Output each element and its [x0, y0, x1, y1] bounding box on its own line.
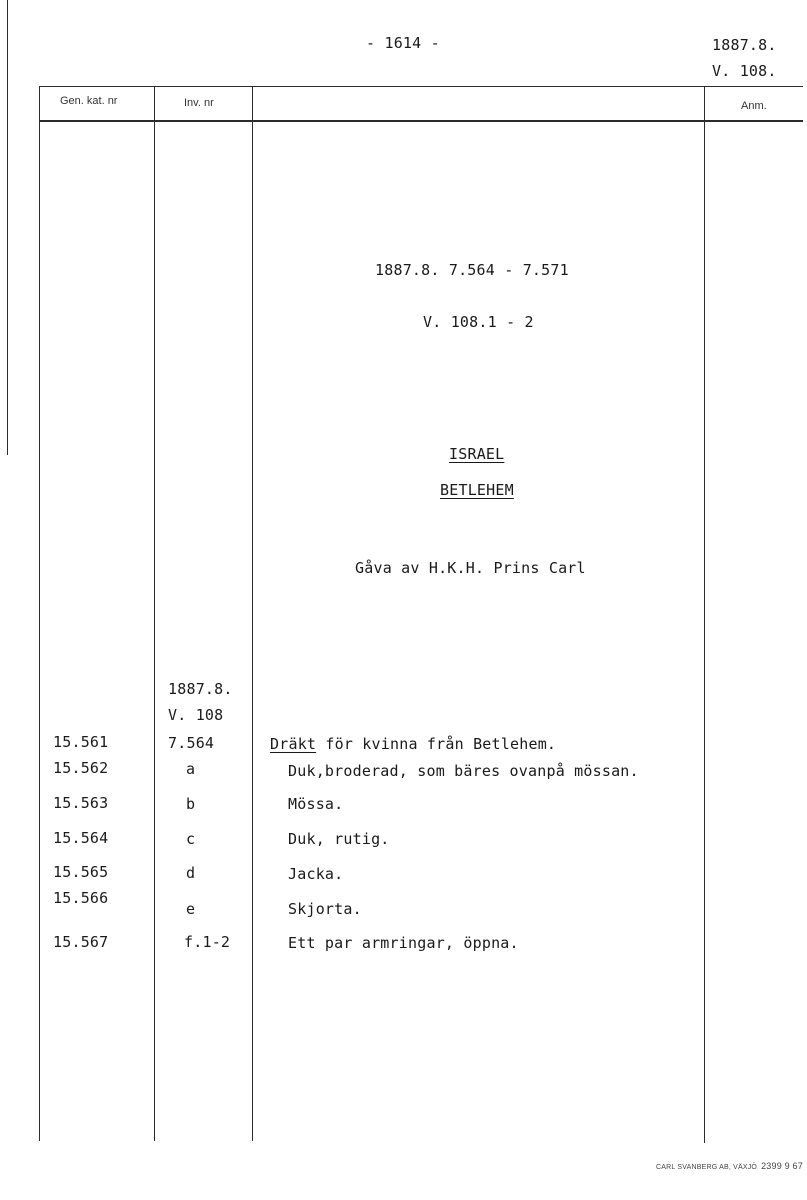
accession-volume: V. 108.: [712, 62, 777, 80]
column-header-inv: Inv. nr: [184, 97, 214, 109]
place-heading: BETLEHEM: [440, 481, 514, 499]
col-divider-3: [252, 86, 253, 1141]
left-margin-line: [7, 0, 8, 455]
form-number: 2399 9 67: [761, 1161, 803, 1171]
column-header-gen-kat: Gen. kat. nr: [60, 95, 118, 107]
entry-gen-number: 15.563: [53, 794, 109, 812]
entry-description-head: Dräkt: [270, 735, 317, 753]
col-divider-1: [39, 86, 40, 1141]
entry-description: Ett par armringar, öppna.: [288, 934, 519, 952]
accession-range: 1887.8. 7.564 - 7.571: [375, 261, 569, 279]
accession-year: 1887.8.: [712, 36, 777, 54]
entry-inv-number: f.1-2: [184, 933, 231, 951]
entry-inv-number: 7.564: [168, 734, 215, 752]
entry-description: Skjorta.: [288, 900, 362, 918]
entry-inv-letter: a: [186, 760, 196, 778]
col-divider-2: [154, 86, 155, 1141]
column-header-anm: Anm.: [741, 100, 767, 112]
printer-imprint: [656, 1161, 803, 1171]
entry-inv-letter: e: [186, 900, 196, 918]
country-heading: ISRAEL: [449, 445, 505, 463]
entry-gen-number: 15.561: [53, 733, 109, 751]
inv-prefix-year: 1887.8.: [168, 680, 233, 698]
entry-inv-letter: c: [186, 830, 196, 848]
page-number: - 1614 -: [366, 34, 440, 52]
entry-gen-number: 15.566: [53, 889, 109, 907]
entry-description-rest: för kvinna från Betlehem.: [316, 735, 557, 753]
entry-description: Duk, rutig.: [288, 830, 390, 848]
inv-prefix-volume: V. 108: [168, 706, 224, 724]
entry-inv-letter: d: [186, 864, 196, 882]
printer-name: CARL SVANBERG AB, VÄXJÖ: [656, 1164, 758, 1171]
entry-description: [270, 735, 556, 753]
entry-description: Jacka.: [288, 865, 344, 883]
entry-gen-number: 15.562: [53, 759, 109, 777]
entry-description: Duk,broderad, som bäres ovanpå mössan.: [288, 762, 639, 780]
entry-inv-letter: b: [186, 795, 196, 813]
col-divider-4: [704, 86, 705, 1143]
entry-gen-number: 15.565: [53, 863, 109, 881]
donor-line: Gåva av H.K.H. Prins Carl: [355, 559, 586, 577]
entry-gen-number: 15.564: [53, 829, 109, 847]
entry-gen-number: 15.567: [53, 933, 109, 951]
entry-description: Mössa.: [288, 795, 344, 813]
accession-volume-range: V. 108.1 - 2: [423, 313, 534, 331]
